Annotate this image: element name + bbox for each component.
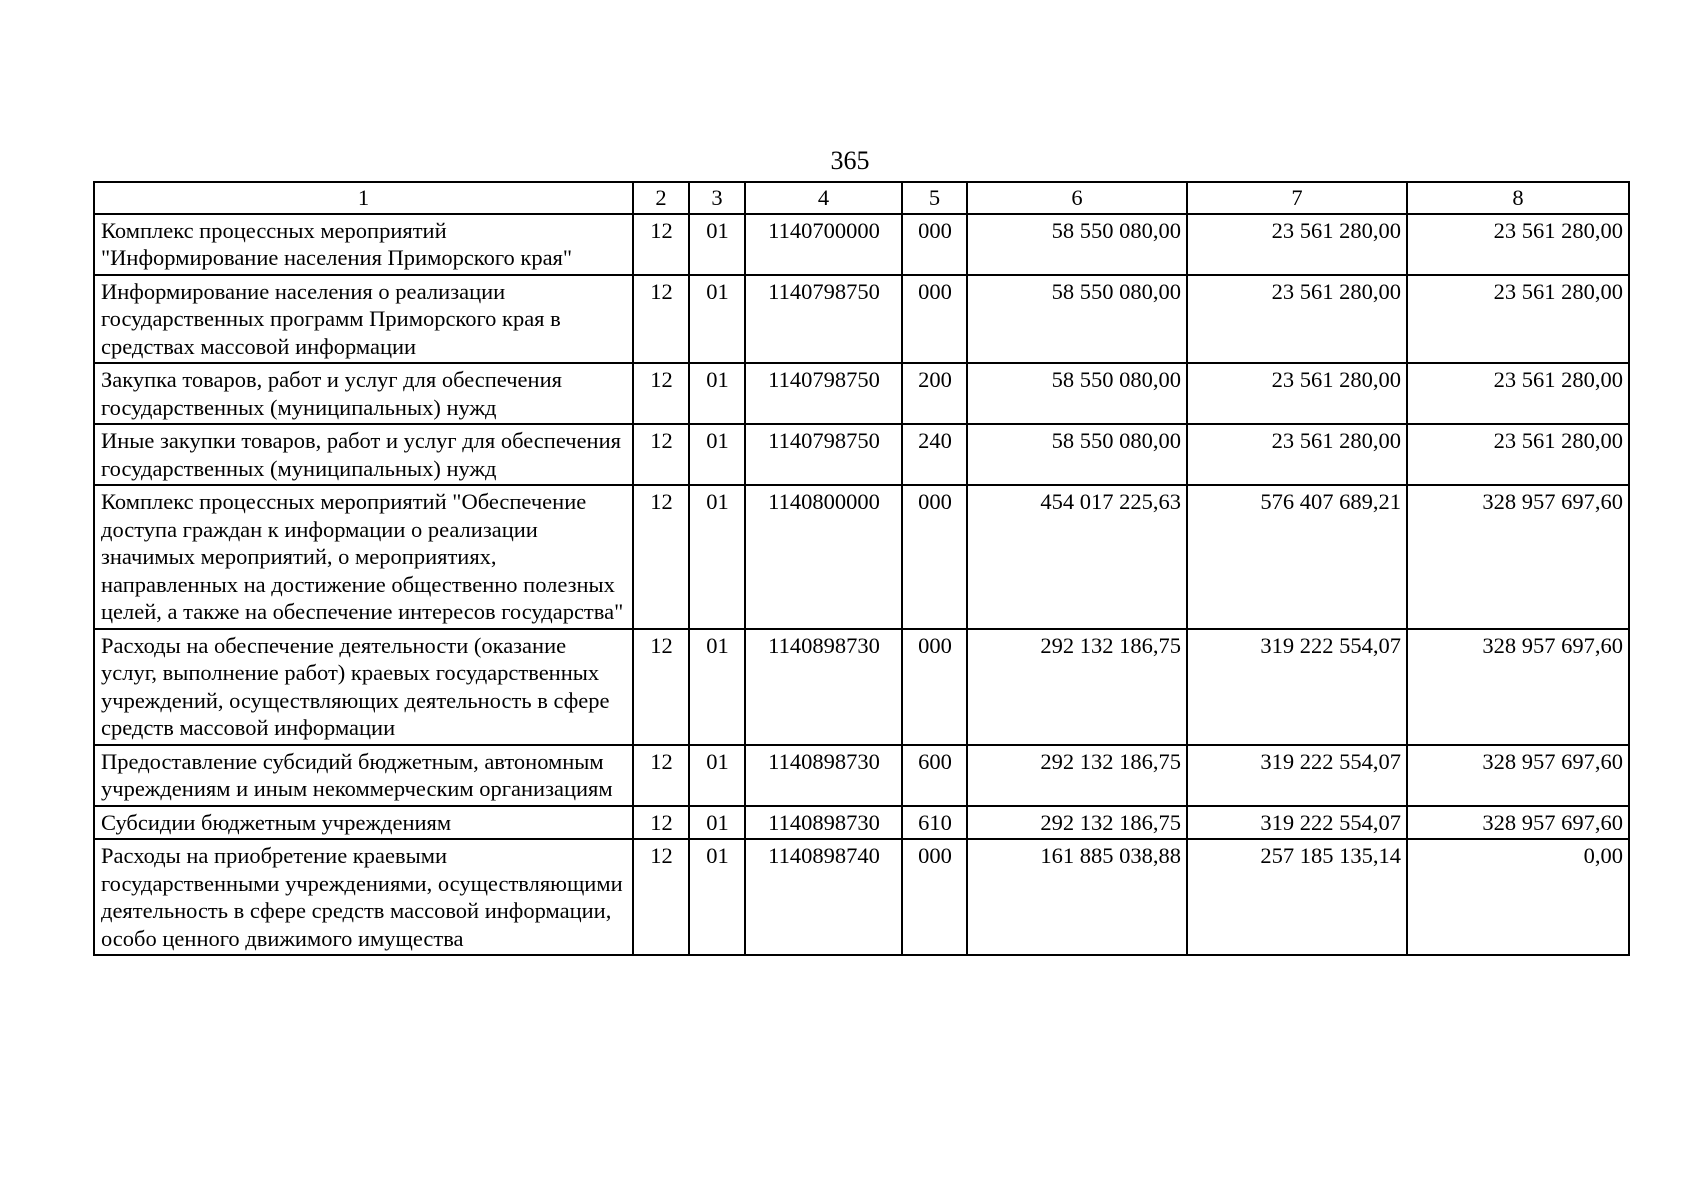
amount-col-7: 23 561 280,00 (1187, 424, 1407, 485)
page-number: 365 (830, 146, 870, 175)
target-article-code: 1140700000 (745, 214, 902, 275)
row-name: Комплекс процессных мероприятий "Обеспечение доступа граждан к информации о реализации значимых мероприятий, о мероприятиях, направленных на достижение общественно полезных целей, а также на обеспечение интересов государства" (94, 485, 633, 629)
amount-col-6: 292 132 186,75 (967, 629, 1187, 745)
target-article-code: 1140898740 (745, 839, 902, 955)
subsection-code: 01 (689, 745, 745, 806)
subsection-code: 01 (689, 629, 745, 745)
subsection-code: 01 (689, 806, 745, 840)
table-row (94, 485, 1629, 629)
table-row (94, 363, 1629, 424)
expense-type-code: 000 (902, 214, 967, 275)
amount-col-8: 0,00 (1407, 839, 1629, 955)
row-name: Предоставление субсидий бюджетным, автономным учреждениям и иным некоммерческим организациям (94, 745, 633, 806)
amount-col-8: 23 561 280,00 (1407, 424, 1629, 485)
table-row (94, 424, 1629, 485)
expense-type-code: 000 (902, 275, 967, 364)
amount-col-7: 319 222 554,07 (1187, 629, 1407, 745)
amount-col-8: 23 561 280,00 (1407, 275, 1629, 364)
section-code: 12 (633, 745, 689, 806)
table-row (94, 839, 1629, 955)
expense-type-code: 240 (902, 424, 967, 485)
expense-type-code: 200 (902, 363, 967, 424)
row-name: Расходы на приобретение краевыми государственными учреждениями, осуществляющими деятельность в сфере средств массовой информации, особо ценного движимого имущества (94, 839, 633, 955)
target-article-code: 1140898730 (745, 629, 902, 745)
target-article-code: 1140798750 (745, 363, 902, 424)
amount-col-7: 319 222 554,07 (1187, 745, 1407, 806)
row-name: Закупка товаров, работ и услуг для обеспечения государственных (муниципальных) нужд (94, 363, 633, 424)
section-code: 12 (633, 839, 689, 955)
amount-col-7: 576 407 689,21 (1187, 485, 1407, 629)
amount-col-7: 257 185 135,14 (1187, 839, 1407, 955)
column-header: 3 (689, 182, 745, 214)
target-article-code: 1140798750 (745, 275, 902, 364)
target-article-code: 1140798750 (745, 424, 902, 485)
table-row (94, 275, 1629, 364)
target-article-code: 1140800000 (745, 485, 902, 629)
subsection-code: 01 (689, 214, 745, 275)
amount-col-6: 292 132 186,75 (967, 745, 1187, 806)
table-row (94, 214, 1629, 275)
amount-col-6: 58 550 080,00 (967, 214, 1187, 275)
amount-col-6: 58 550 080,00 (967, 363, 1187, 424)
subsection-code: 01 (689, 275, 745, 364)
row-name: Комплекс процессных мероприятий "Информирование населения Приморского края" (94, 214, 633, 275)
expense-type-code: 000 (902, 629, 967, 745)
section-code: 12 (633, 424, 689, 485)
target-article-code: 1140898730 (745, 745, 902, 806)
section-code: 12 (633, 214, 689, 275)
subsection-code: 01 (689, 839, 745, 955)
amount-col-8: 328 957 697,60 (1407, 629, 1629, 745)
subsection-code: 01 (689, 363, 745, 424)
expense-type-code: 610 (902, 806, 967, 840)
amount-col-6: 454 017 225,63 (967, 485, 1187, 629)
column-header: 5 (902, 182, 967, 214)
column-header: 6 (967, 182, 1187, 214)
column-header: 4 (745, 182, 902, 214)
column-header: 7 (1187, 182, 1407, 214)
amount-col-8: 23 561 280,00 (1407, 214, 1629, 275)
row-name: Расходы на обеспечение деятельности (оказание услуг, выполнение работ) краевых государственных учреждений, осуществляющих деятельность в сфере средств массовой информации (94, 629, 633, 745)
amount-col-6: 58 550 080,00 (967, 424, 1187, 485)
expense-type-code: 000 (902, 839, 967, 955)
amount-col-7: 23 561 280,00 (1187, 214, 1407, 275)
table-row (94, 629, 1629, 745)
row-name: Информирование населения о реализации государственных программ Приморского края в средствах массовой информации (94, 275, 633, 364)
expense-type-code: 000 (902, 485, 967, 629)
header-row (94, 182, 1629, 214)
table-row (94, 745, 1629, 806)
target-article-code: 1140898730 (745, 806, 902, 840)
section-code: 12 (633, 629, 689, 745)
section-code: 12 (633, 485, 689, 629)
section-code: 12 (633, 806, 689, 840)
amount-col-6: 292 132 186,75 (967, 806, 1187, 840)
amount-col-8: 328 957 697,60 (1407, 485, 1629, 629)
amount-col-7: 23 561 280,00 (1187, 363, 1407, 424)
section-code: 12 (633, 363, 689, 424)
column-header: 2 (633, 182, 689, 214)
amount-col-6: 161 885 038,88 (967, 839, 1187, 955)
column-header: 8 (1407, 182, 1629, 214)
amount-col-8: 328 957 697,60 (1407, 745, 1629, 806)
table-row (94, 806, 1629, 840)
row-name: Иные закупки товаров, работ и услуг для обеспечения государственных (муниципальных) нужд (94, 424, 633, 485)
section-code: 12 (633, 275, 689, 364)
budget-table (93, 181, 1630, 956)
subsection-code: 01 (689, 424, 745, 485)
amount-col-7: 23 561 280,00 (1187, 275, 1407, 364)
column-header: 1 (94, 182, 633, 214)
amount-col-7: 319 222 554,07 (1187, 806, 1407, 840)
subsection-code: 01 (689, 485, 745, 629)
expense-type-code: 600 (902, 745, 967, 806)
row-name: Субсидии бюджетным учреждениям (94, 806, 633, 840)
amount-col-6: 58 550 080,00 (967, 275, 1187, 364)
amount-col-8: 328 957 697,60 (1407, 806, 1629, 840)
amount-col-8: 23 561 280,00 (1407, 363, 1629, 424)
